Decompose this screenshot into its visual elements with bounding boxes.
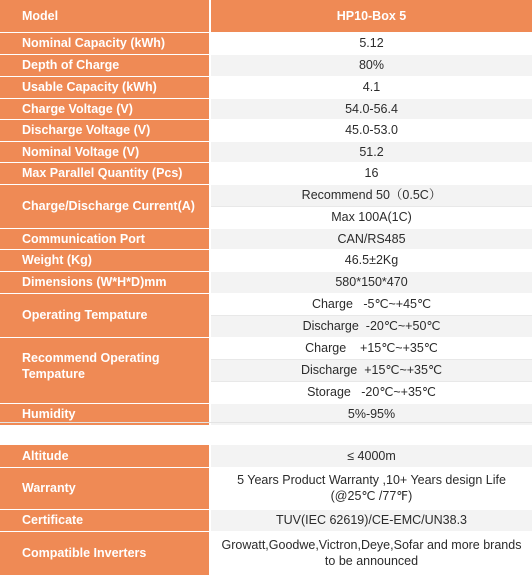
- row-label: Operating Tempature: [0, 293, 210, 337]
- row-value: 45.0-53.0: [210, 119, 532, 141]
- table-row: [0, 509, 532, 531]
- row-label: Warranty: [0, 467, 210, 509]
- table-row: [0, 119, 532, 141]
- row-label: Discharge Voltage (V): [0, 119, 210, 141]
- row-value: Discharge -20℃~+50℃: [210, 315, 532, 337]
- header-value: HP10-Box 5: [210, 0, 532, 32]
- table-row: [0, 54, 532, 76]
- row-value: 5.12: [210, 32, 532, 54]
- table-row: [0, 76, 532, 98]
- table-row: [0, 271, 532, 293]
- row-value: 80%: [210, 54, 532, 76]
- row-value: Recommend 50（0.5C）: [210, 184, 532, 206]
- table-row: [0, 531, 532, 575]
- row-value: 51.2: [210, 141, 532, 162]
- table-row: [0, 445, 532, 467]
- row-label: Max Parallel Quantity (Pcs): [0, 162, 210, 184]
- row-value: ≤ 4000m: [210, 445, 532, 467]
- table-row: [0, 249, 532, 271]
- row-value: Storage -20℃~+35℃: [210, 381, 532, 403]
- row-value: Growatt,Goodwe,Victron,Deye,Sofar and more brands to be announced: [210, 531, 532, 575]
- table-row: [0, 141, 532, 162]
- row-label: Usable Capacity (kWh): [0, 76, 210, 98]
- header-row: [0, 0, 532, 32]
- row-value: 46.5±2Kg: [210, 249, 532, 271]
- spec-table-bottom: [0, 445, 532, 576]
- section-divider: [0, 422, 532, 423]
- row-label: Nominal Voltage (V): [0, 141, 210, 162]
- row-label: Communication Port: [0, 228, 210, 249]
- row-label: Weight (Kg): [0, 249, 210, 271]
- row-value: Discharge +15℃~+35℃: [210, 359, 532, 381]
- table-row: [0, 32, 532, 54]
- row-label: Recommend Operating Tempature: [0, 337, 210, 403]
- row-label: Certificate: [0, 509, 210, 531]
- table-row: [0, 467, 532, 509]
- table-row: [0, 293, 532, 315]
- row-value: 4.1: [210, 76, 532, 98]
- header-label: Model: [0, 0, 210, 32]
- row-value: 5 Years Product Warranty ,10+ Years design Life (@25℃ /77℉): [210, 467, 532, 509]
- row-value: Charge +15℃~+35℃: [210, 337, 532, 359]
- row-value: 54.0-56.4: [210, 98, 532, 119]
- row-value: 580*150*470: [210, 271, 532, 293]
- table-row: [0, 228, 532, 249]
- row-label: Charge Voltage (V): [0, 98, 210, 119]
- row-value: 16: [210, 162, 532, 184]
- row-value: CAN/RS485: [210, 228, 532, 249]
- row-label: Humidity: [0, 403, 210, 425]
- row-label: Depth of Charge: [0, 54, 210, 76]
- row-value: TUV(IEC 62619)/CE-EMC/UN38.3: [210, 509, 532, 531]
- table-row: [0, 98, 532, 119]
- table-row: [0, 337, 532, 359]
- row-label: Nominal Capacity (kWh): [0, 32, 210, 54]
- row-label: Dimensions (W*H*D)mm: [0, 271, 210, 293]
- row-value: Max 100A(1C): [210, 206, 532, 228]
- row-label: Compatible Inverters: [0, 531, 210, 575]
- row-value: 5%-95%: [210, 403, 532, 425]
- row-label: Charge/Discharge Current(A): [0, 184, 210, 228]
- table-row: [0, 184, 532, 206]
- table-row: [0, 162, 532, 184]
- row-value: Charge -5℃~+45℃: [210, 293, 532, 315]
- row-label: Altitude: [0, 445, 210, 467]
